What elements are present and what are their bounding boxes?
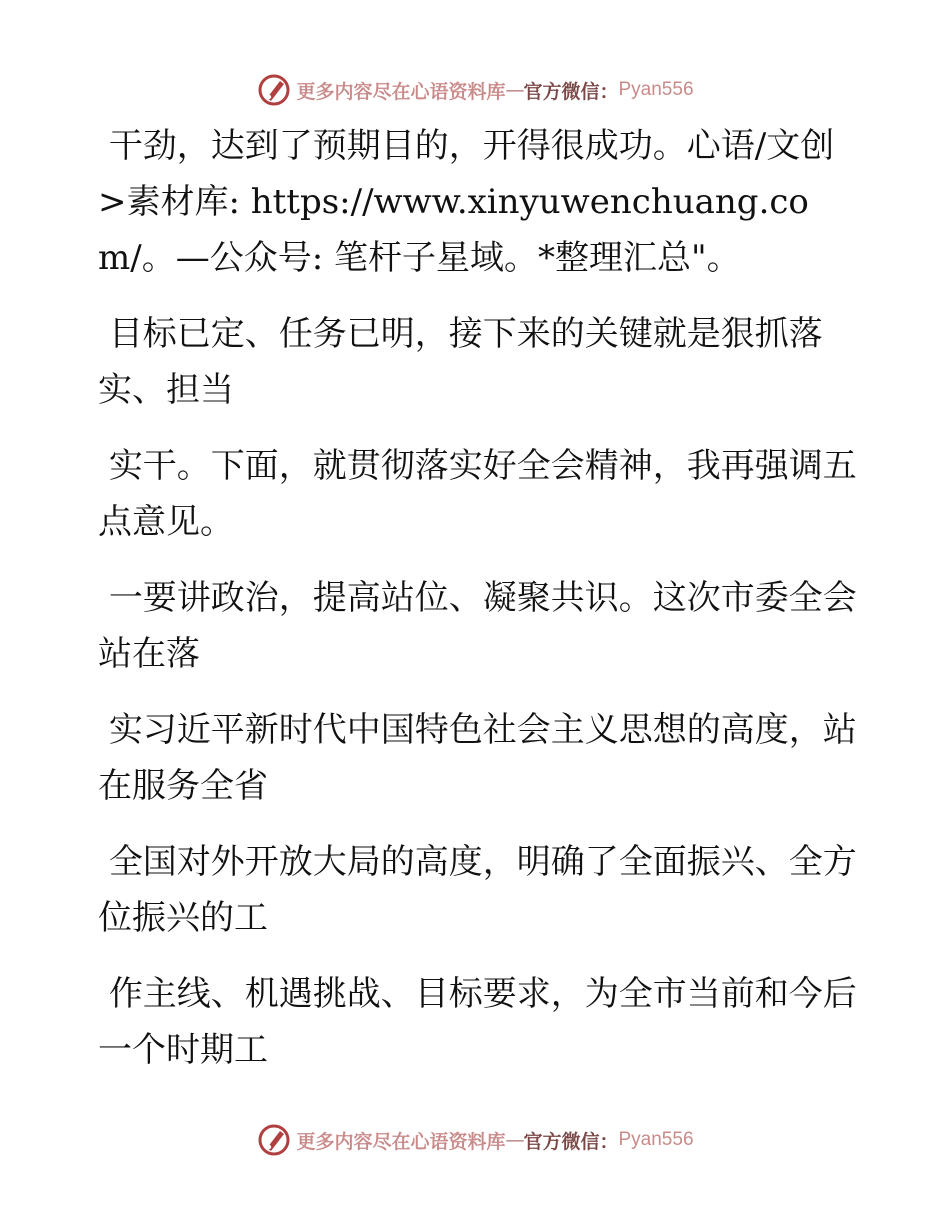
header-banner bbox=[0, 70, 950, 110]
banner-wechat-id: Pyan556 bbox=[618, 79, 694, 100]
banner-separator: — bbox=[505, 79, 524, 101]
paragraph-7: 作主线、机遇挑战、目标要求，为全市当前和今后一个时期工 bbox=[98, 974, 857, 1070]
banner-separator: — bbox=[505, 1129, 524, 1151]
paragraph-1: 干劲，达到了预期目的，开得很成功。心语/文创>素材库: https://www.xinyuwenchuang.com/。—公众号: 笔杆子星域。*整理汇总"。 bbox=[98, 126, 835, 278]
banner-official-label: 官方微信： bbox=[523, 80, 619, 103]
banner-main-text: 更多内容尽在心语资料库 bbox=[296, 1130, 506, 1153]
banner-official-label: 官方微信： bbox=[523, 1130, 619, 1153]
pen-logo-icon bbox=[256, 72, 292, 108]
document-body bbox=[98, 118, 858, 1098]
banner-main-text: 更多内容尽在心语资料库 bbox=[296, 80, 506, 103]
pen-logo-icon bbox=[256, 1122, 292, 1158]
paragraph-6: 全国对外开放大局的高度，明确了全面振兴、全方位振兴的工 bbox=[98, 842, 857, 938]
paragraph-2: 目标已定、任务已明，接下来的关键就是狠抓落实、担当 bbox=[98, 314, 823, 410]
paragraph-4: 一要讲政治，提高站位、凝聚共识。这次市委全会站在落 bbox=[98, 578, 857, 674]
paragraph-5: 实习近平新时代中国特色社会主义思想的高度，站在服务全省 bbox=[98, 710, 857, 806]
paragraph-3: 实干。下面，就贯彻落实好全会精神，我再强调五点意见。 bbox=[98, 446, 857, 542]
banner-wechat-id: Pyan556 bbox=[618, 1129, 694, 1150]
footer-banner bbox=[0, 1120, 950, 1160]
